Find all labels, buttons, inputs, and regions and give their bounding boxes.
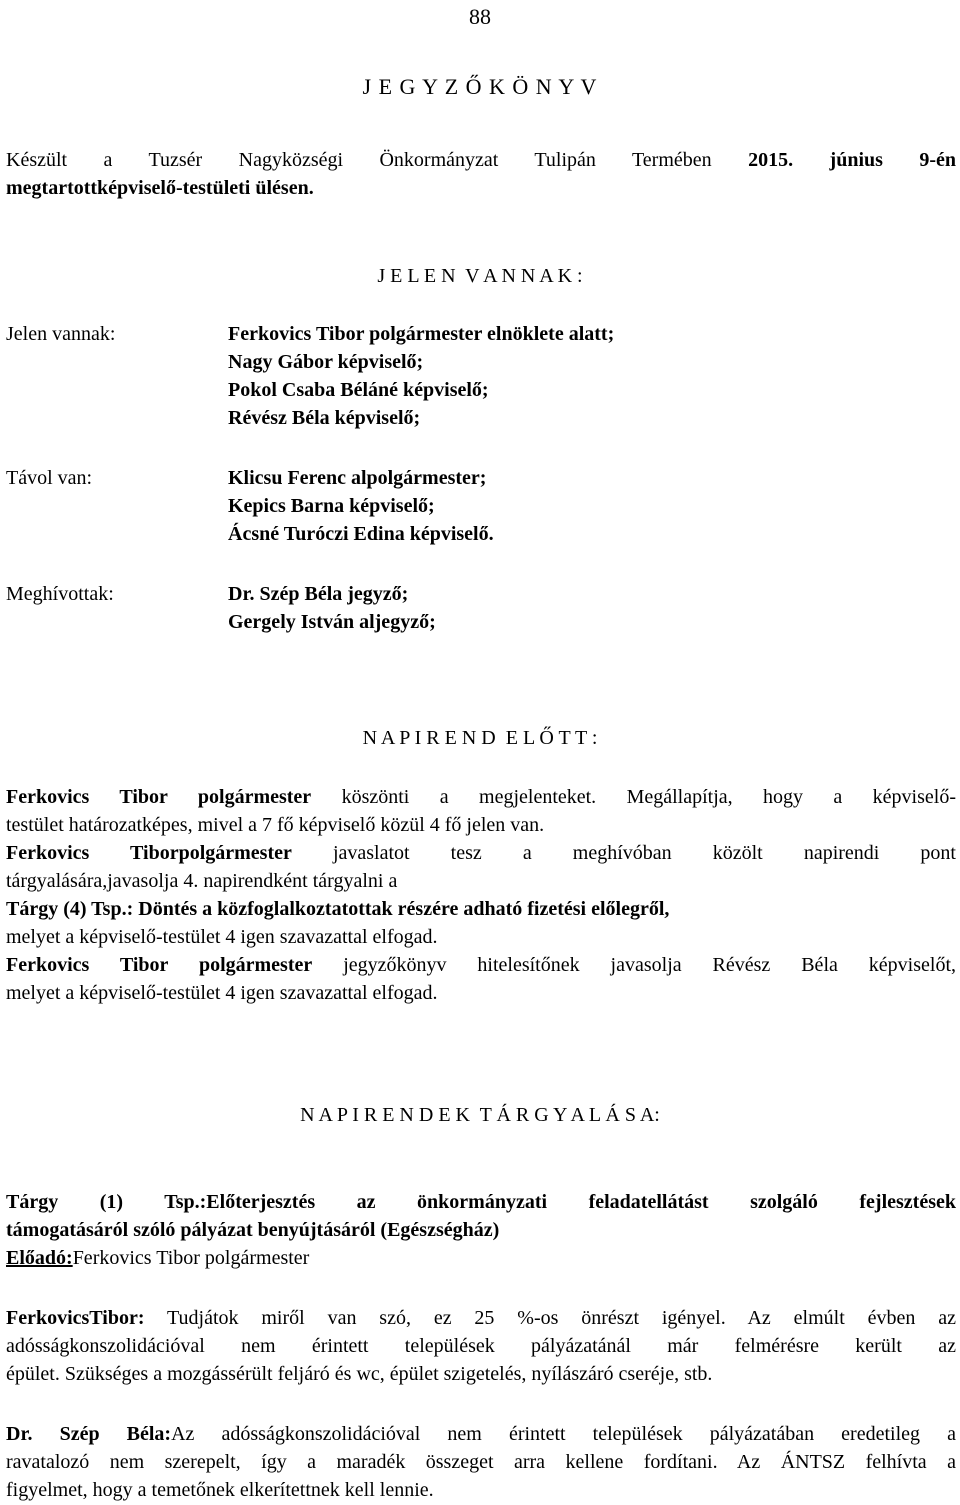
absent-item: Klicsu Ferenc alpolgármester; <box>228 467 487 489</box>
present-list <box>228 320 614 432</box>
p4-line-1: Ferkovics Tibor polgármester jegyzőkönyv hitelesítőnek javasolja Révész Béla képviselőt, <box>6 954 956 976</box>
item-subject-line-2: támogatásáról szóló pályázat benyújtásáról (Egészségház) <box>6 1219 500 1241</box>
p3-line-1: Tárgy (4) Tsp.: Döntés a közfoglalkoztatottak részére adható fizetési előlegről, <box>6 898 670 920</box>
p3-line-2: melyet a képviselő-testület 4 igen szavazattal elfogad. <box>6 926 438 948</box>
intro-line-1: Készült a Tuzsér Nagyközségi Önkormányzat Tulipán Termében 2015. június 9-én <box>6 149 956 171</box>
present-label: Jelen vannak: <box>6 323 116 345</box>
agenda-discussion-heading: N A P I R E N D E K T Á R G Y A L Á S A: <box>300 1104 660 1126</box>
present-item: Ferkovics Tibor polgármester elnöklete alatt; <box>228 323 615 345</box>
absent-label: Távol van: <box>6 467 93 489</box>
agenda-item-1 <box>6 1188 956 1272</box>
szep-line-2: ravatalozó nem szerepelt, így a maradék összeget arra kellene fordítani. Az ÁNTSZ felhívta a <box>6 1451 956 1473</box>
present-item: Nagy Gábor képviselő; <box>228 351 424 373</box>
before-agenda-heading: N A P I R E N D E L Ő T T : <box>362 727 598 749</box>
present-item: Révész Béla képviselő; <box>228 407 421 429</box>
invited-list <box>228 580 436 636</box>
present-item: Pokol Csaba Béláné képviselő; <box>228 379 489 401</box>
ferkovics-line-1: FerkovicsTibor: Tudjátok miről van szó, ez 25 %-os önrészt igényel. Az elmúlt évben az <box>6 1307 956 1329</box>
p1-line-1: Ferkovics Tibor polgármester köszönti a megjelenteket. Megállapítja, hogy a képviselő- <box>6 786 956 808</box>
invited-item: Dr. Szép Béla jegyző; <box>228 583 409 605</box>
ferkovics-line-3: épület. Szükséges a mozgássérült feljáró és wc, épület szigetelés, nyílászáró cseréje, stb. <box>6 1363 713 1385</box>
szep-statement <box>6 1420 956 1504</box>
document-title: J E G Y Z Ő K Ö N Y V <box>362 74 598 99</box>
intro-paragraph <box>6 146 956 202</box>
before-agenda-section <box>6 783 956 1007</box>
szep-line-3: figyelmet, hogy a temetőnek elkerítettnek kell lennie. <box>6 1479 434 1501</box>
presenter-line: Előadó:Ferkovics Tibor polgármester <box>6 1247 310 1269</box>
absent-item: Ácsné Turóczi Edina képviselő. <box>228 523 494 545</box>
p4-line-2: melyet a képviselő-testület 4 igen szavazattal elfogad. <box>6 982 438 1004</box>
absent-list <box>228 464 494 548</box>
invited-item: Gergely István aljegyző; <box>228 611 436 633</box>
page-number: 88 <box>469 4 491 29</box>
p1-line-2: testület határozatképes, mivel a 7 fő képviselő közül 4 fő jelen van. <box>6 814 545 836</box>
item-subject-line-1: Tárgy (1) Tsp.:Előterjesztés az önkormányzati feladatellátást szolgáló fejlesztések <box>6 1191 956 1213</box>
p2-line-2: tárgyalására,javasolja 4. napirendként tárgyalni a <box>6 870 398 892</box>
invited-label: Meghívottak: <box>6 583 114 605</box>
ferkovics-statement <box>6 1304 956 1388</box>
p2-line-1: Ferkovics Tiborpolgármester javaslatot tesz a meghívóban közölt napirendi pont <box>6 842 956 864</box>
attendance-heading: J E L E N V A N N A K : <box>377 265 583 287</box>
szep-line-1: Dr. Szép Béla:Az adósságkonszolidációval nem érintett települések pályázatában eredetileg a <box>6 1423 956 1445</box>
intro-line-2: megtartottképviselő-testületi ülésen. <box>6 177 314 199</box>
absent-item: Kepics Barna képviselő; <box>228 495 435 517</box>
ferkovics-line-2: adósságkonszolidációval nem érintett települések pályázatánál már felmérésre került az <box>6 1335 956 1357</box>
